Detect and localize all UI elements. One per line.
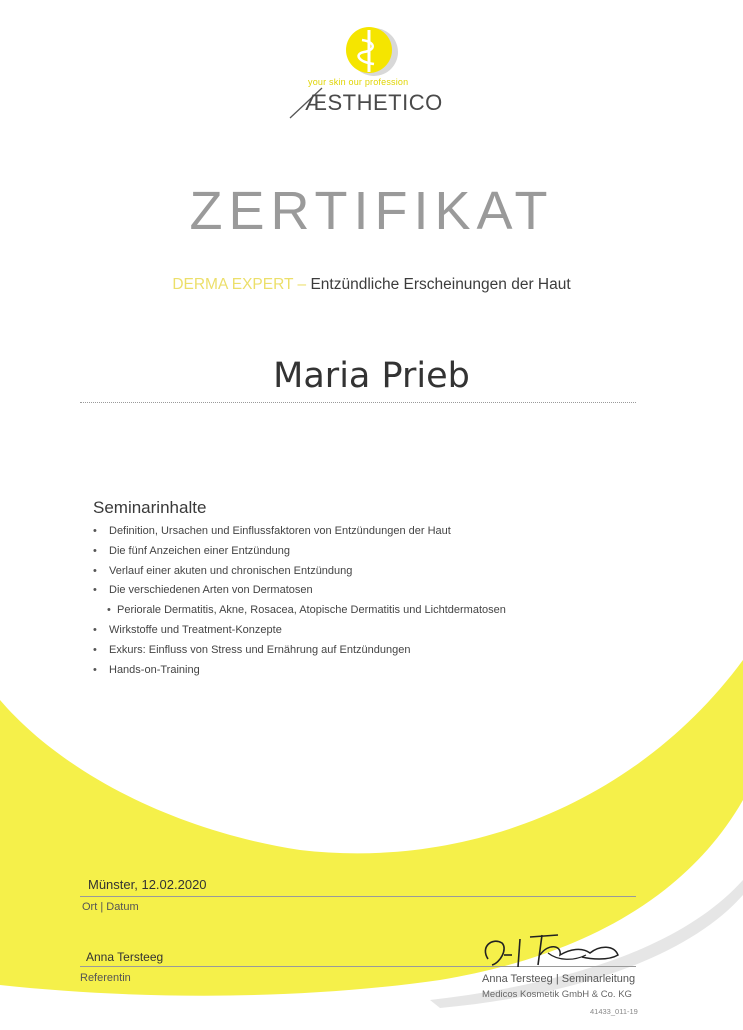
subtitle-accent: DERMA EXPERT – — [172, 276, 307, 293]
signatory — [482, 973, 635, 985]
signatory-separator: | — [555, 973, 559, 985]
signatory-role: Seminarleitung — [561, 973, 636, 985]
seminar-content-list — [93, 522, 653, 680]
referent-label: Referentin — [80, 972, 131, 984]
logo-tagline: your skin our profession — [308, 77, 409, 87]
list-item: • Definition, Ursachen und Einflussfaktoren von Entzündungen der Haut — [93, 522, 653, 542]
company-name: Medicos Kosmetik GmbH & Co. KG — [482, 989, 632, 1000]
logo-wordmark: ÆSTHETICO — [305, 90, 443, 115]
place-date: Münster, 12.02.2020 — [88, 877, 207, 892]
subtitle-main: Entzündliche Erscheinungen der Haut — [306, 276, 571, 293]
list-item: • Wirkstoffe und Treatment-Konzepte — [93, 621, 653, 641]
participant-name: Maria Prieb — [273, 356, 470, 396]
list-item: • Die fünf Anzeichen einer Entzündung — [93, 542, 653, 562]
list-item: • Verlauf einer akuten und chronischen Entzündung — [93, 562, 653, 582]
list-item: • Exkurs: Einfluss von Stress und Ernährung auf Entzündungen — [93, 641, 653, 661]
seminar-heading: Seminarinhalte — [93, 498, 207, 517]
certificate-subtitle — [0, 276, 743, 294]
signature-icon — [478, 925, 638, 977]
signatory-name: Anna Tersteeg — [482, 973, 553, 985]
referent-name: Anna Tersteeg — [86, 950, 164, 964]
place-date-label: Ort | Datum — [82, 901, 139, 913]
list-item: • Die verschiedenen Arten von Dermatosen — [93, 581, 653, 601]
list-subitem: • Periorale Dermatitis, Akne, Rosacea, Atopische Dermatitis und Lichtdermatosen — [93, 601, 653, 621]
list-item: • Hands-on-Training — [93, 661, 653, 681]
place-date-line — [80, 896, 636, 897]
certificate-title: ZERTIFIKAT — [189, 181, 554, 241]
document-code: 41433_011-19 — [590, 1007, 638, 1016]
name-underline — [80, 402, 636, 403]
